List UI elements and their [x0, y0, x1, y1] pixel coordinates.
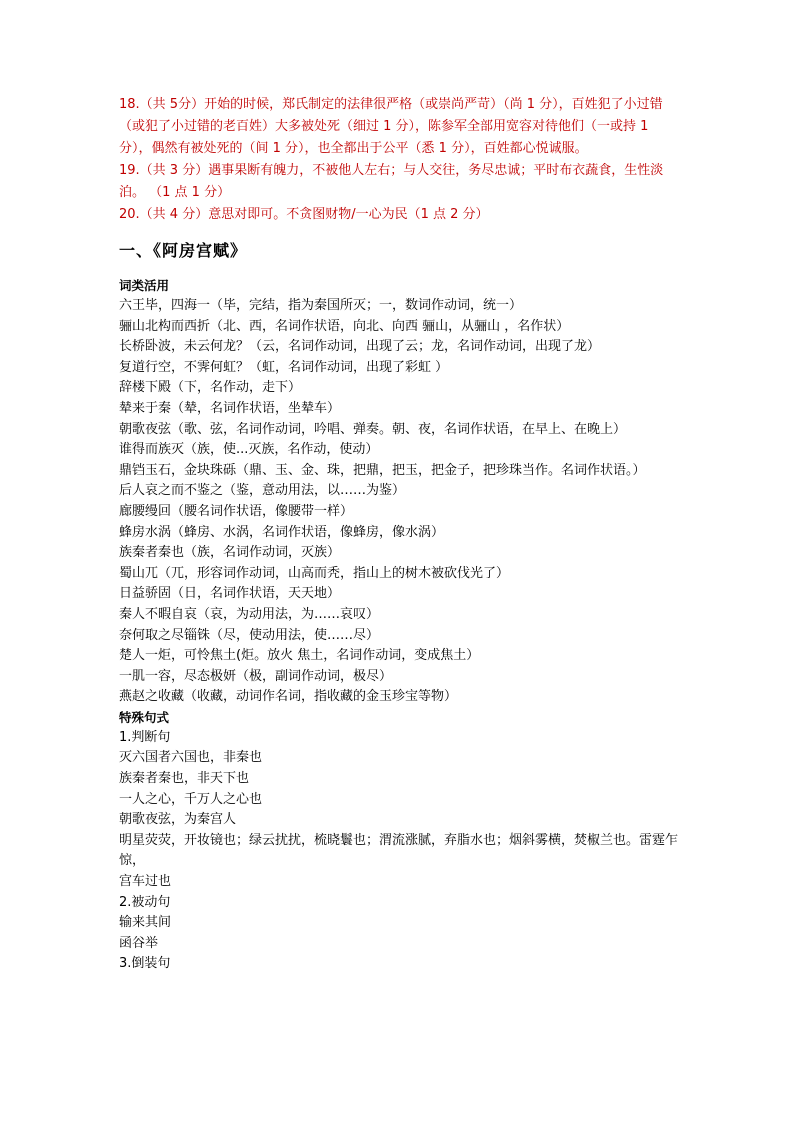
document-page: [119, 94, 679, 975]
text-line: 一人之心，千万人之心也: [119, 791, 263, 807]
text-line: 复道行空，不霁何虹？（虹，名词作动词，出现了彩虹 ）: [119, 359, 449, 375]
text-line: 鼎铛玉石，金块珠砾（鼎、玉、金、珠，把鼎，把玉，把金子，把珍珠当作。名词作状语。）: [119, 462, 646, 478]
text-line: 朝歌夜弦（歌、弦，名词作动词，吟唱、弹奏。朝、夜，名词作状语，在早上、在晚上）: [119, 421, 627, 437]
text-line: 蜀山兀（兀，形容词作动词，山高而秃，指山上的树木被砍伐光了）: [119, 565, 510, 581]
text-line: 灭六国者六国也，非秦也: [119, 750, 263, 766]
text-line: 辇来于秦（辇，名词作状语，坐辇车）: [119, 400, 341, 416]
answer-19: 19.（共 3 分）遇事果断有魄力，不被他人左右；与人交往，务尽忠诚；平时布衣蔬食，生性淡泊。 （1 点 1 分）: [119, 163, 664, 200]
text-line: 明星荧荧，开妆镜也；绿云扰扰，梳晓鬟也；渭流涨腻，弃脂水也；烟斜雾横，焚椒兰也。雷霆乍惊，: [119, 832, 679, 869]
text-line: 一肌一容，尽态极妍（极，副词作动词，极尽）: [119, 668, 393, 684]
answer-block: [119, 94, 679, 226]
text-line: 1.判断句: [119, 729, 171, 745]
text-line: 辞楼下殿（下，名作动，走下）: [119, 380, 302, 396]
text-line: 长桥卧波，未云何龙？（云，名词作动词，出现了云；龙，名词作动词，出现了龙）: [119, 339, 601, 355]
text-line: 六王毕，四海一（毕，完结，指为秦国所灭；一，数词作动词，统一）: [119, 298, 523, 313]
text-line: 楚人一炬，可怜焦土(炬。放火 焦土，名词作动词，变成焦土）: [119, 648, 480, 664]
text-line: 函谷举: [119, 935, 159, 951]
text-line: 输来其间: [119, 915, 172, 931]
text-line: 族秦者秦也（族，名词作动词，灭族）: [119, 545, 341, 561]
text-line: 燕赵之收藏（收藏，动词作名词，指收藏的金玉珍宝等物）: [119, 689, 458, 705]
text-line: 秦人不暇自哀（哀，为动用法，为……哀叹）: [119, 606, 380, 622]
text-line: 日益骄固（日，名词作状语，天天地）: [119, 586, 341, 602]
text-line: 廊腰缦回（腰名词作状语，像腰带一样）: [119, 503, 354, 519]
text-line: 后人哀之而不鉴之（鉴，意动用法，以……为鉴）: [119, 483, 406, 499]
answer-18: 18.（共 5分）开始的时候，郑氏制定的法律很严格（或崇尚严苛）（尚 1 分），百姓犯了小过错（或犯了小过错的老百姓）大多被处死（细过 1 分），陈参军全部用宽容对待他们（一或持 1 分），偶然有被处死的（间 1 分），也全都出于公平（悉 1 分），百姓都心悦诚服。: [119, 97, 663, 156]
text-line: 蜂房水涡（蜂房、水涡，名词作状语，像蜂房，像水涡）: [119, 524, 445, 540]
text-line: 骊山北构而西折（北、西，名词作状语，向北、向西 骊山，从骊山 ，名作状）: [119, 318, 570, 334]
text-line: 2.被动句: [119, 894, 171, 910]
subheading-word-class: 词类活用: [119, 278, 170, 293]
text-line: 朝歌夜弦，为秦宫人: [119, 812, 237, 828]
answer-20: 20.（共 4 分）意思对即可。不贪图财物/一心为民（1 点 2 分）: [119, 207, 489, 222]
text-line: 宫车过也: [119, 874, 172, 890]
word-class-list: [119, 296, 679, 708]
text-line: 族秦者秦也，非天下也: [119, 771, 250, 787]
subheading-special-sentences: 特殊句式: [119, 709, 170, 725]
text-line: 谁得而族灭（族，使...灭族，名作动，使动）: [119, 442, 379, 458]
section-heading: 一、《阿房宫赋》: [119, 241, 248, 260]
special-sentence-list: [119, 728, 679, 975]
text-line: 奈何取之尽锱铢（尽，使动用法，使……尽）: [119, 627, 380, 643]
text-line: 3.倒装句: [119, 956, 171, 972]
